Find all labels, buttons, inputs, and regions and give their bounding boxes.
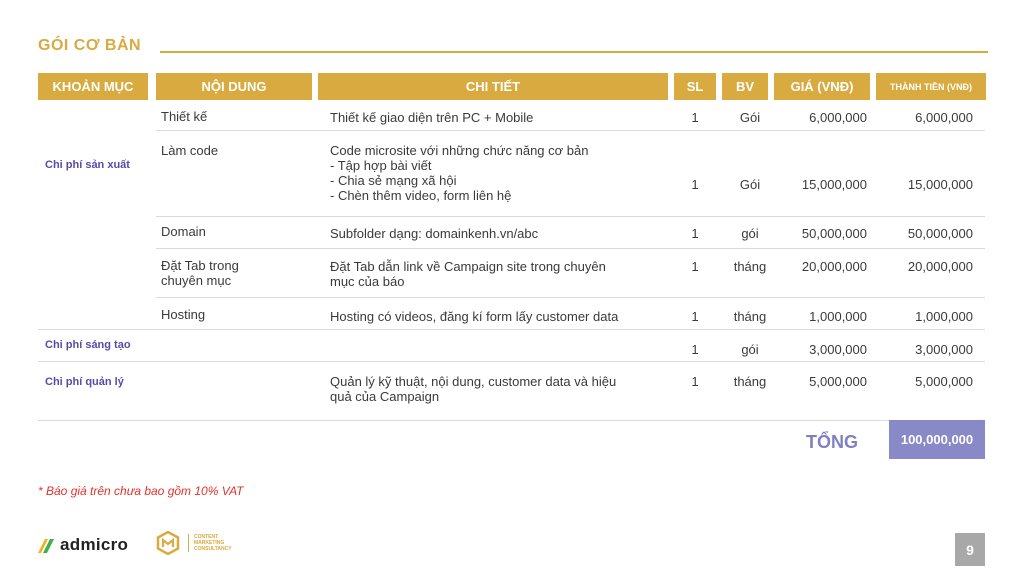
section-quan-ly: Chi phí quản lý (45, 376, 124, 388)
row-chi-tiet: Quản lý kỹ thuật, nội dung, customer data và hiệu quả của Campaign (330, 374, 617, 404)
row-sl: 1 (691, 226, 699, 241)
row-gia: 1,000,000 (809, 309, 867, 324)
row-sl: 1 (691, 309, 699, 324)
row-noi-dung: Làm code (161, 143, 219, 158)
row-chi-tiet: Hosting có videos, đăng kí form lấy customer data (330, 309, 619, 324)
header-bv: BV (722, 73, 768, 100)
row-thanh-tien: 1,000,000 (915, 309, 973, 324)
row-chi-tiet: Code microsite với những chức năng cơ bản - Tập hợp bài viết - Chia sẻ mạng xã hội - Chèn thêm video, form liên hệ (330, 143, 589, 203)
row-chi-tiet: Subfolder dạng: domainkenh.vn/abc (330, 226, 539, 241)
row-thanh-tien: 6,000,000 (915, 110, 973, 125)
page-title: GÓI CƠ BẢN (38, 37, 142, 54)
row-divider (38, 361, 985, 362)
admicro-mark-icon (38, 537, 56, 553)
section-title-row (38, 37, 988, 57)
cmc-logo-text: CONTENT MARKETING CONSULTANCY (188, 534, 232, 552)
row-thanh-tien: 3,000,000 (915, 342, 973, 357)
page-number: 9 (955, 533, 985, 566)
admicro-logo-text: admicro (60, 535, 129, 554)
row-sl: 1 (691, 374, 699, 389)
cmc-mark-icon (156, 531, 180, 555)
title-underline (160, 51, 988, 53)
row-sl: 1 (691, 177, 699, 192)
row-thanh-tien: 15,000,000 (907, 177, 973, 192)
total-label: TỔNG (806, 432, 858, 452)
row-divider (156, 216, 985, 217)
header-thanh-tien: THÀNH TIỀN (VNĐ) (876, 73, 986, 100)
vat-note: * Báo giá trên chưa bao gồm 10% VAT (38, 484, 244, 498)
row-gia: 5,000,000 (809, 374, 867, 389)
row-bv: Gói (739, 177, 761, 192)
row-bv: gói (741, 342, 759, 357)
row-chi-tiet: Đặt Tab dẫn link về Campaign site trong chuyên mục của báo (330, 259, 606, 289)
header-gia: GIÁ (VNĐ) (774, 73, 870, 100)
row-bv: tháng (733, 309, 767, 324)
row-thanh-tien: 20,000,000 (907, 259, 973, 274)
row-gia: 20,000,000 (801, 259, 867, 274)
row-bv: tháng (733, 374, 767, 389)
section-sang-tao: Chi phí sáng tạo (45, 339, 131, 351)
section-san-xuat: Chi phí sản xuất (45, 159, 130, 171)
row-gia: 6,000,000 (809, 110, 867, 125)
header-sl: SL (674, 73, 716, 100)
admicro-logo (38, 535, 128, 555)
row-sl: 1 (691, 259, 699, 274)
row-bv: gói (741, 226, 759, 241)
row-noi-dung: Hosting (161, 307, 206, 322)
row-noi-dung: Thiết kế (161, 109, 208, 124)
row-noi-dung: Domain (161, 224, 206, 239)
row-bv: tháng (733, 259, 767, 274)
cmc-logo (156, 531, 232, 555)
row-chi-tiet: Thiết kế giao diện trên PC + Mobile (330, 110, 534, 125)
header-noi-dung: NỘI DUNG (156, 73, 312, 100)
row-divider (156, 130, 985, 131)
row-sl: 1 (691, 110, 699, 125)
row-bv: Gói (739, 110, 761, 125)
row-sl: 1 (691, 342, 699, 357)
row-noi-dung: Đặt Tab trong chuyên mục (161, 258, 239, 288)
row-thanh-tien: 5,000,000 (915, 374, 973, 389)
header-chi-tiet: CHI TIẾT (318, 73, 668, 100)
row-gia: 15,000,000 (801, 177, 867, 192)
row-gia: 3,000,000 (809, 342, 867, 357)
total-value: 100,000,000 (889, 420, 985, 459)
row-gia: 50,000,000 (801, 226, 867, 241)
header-khoan-muc: KHOẢN MỤC (38, 73, 148, 100)
table-bottom-line (38, 420, 985, 421)
row-divider (156, 297, 985, 298)
row-divider (38, 329, 985, 330)
row-thanh-tien: 50,000,000 (907, 226, 973, 241)
row-divider (156, 248, 985, 249)
